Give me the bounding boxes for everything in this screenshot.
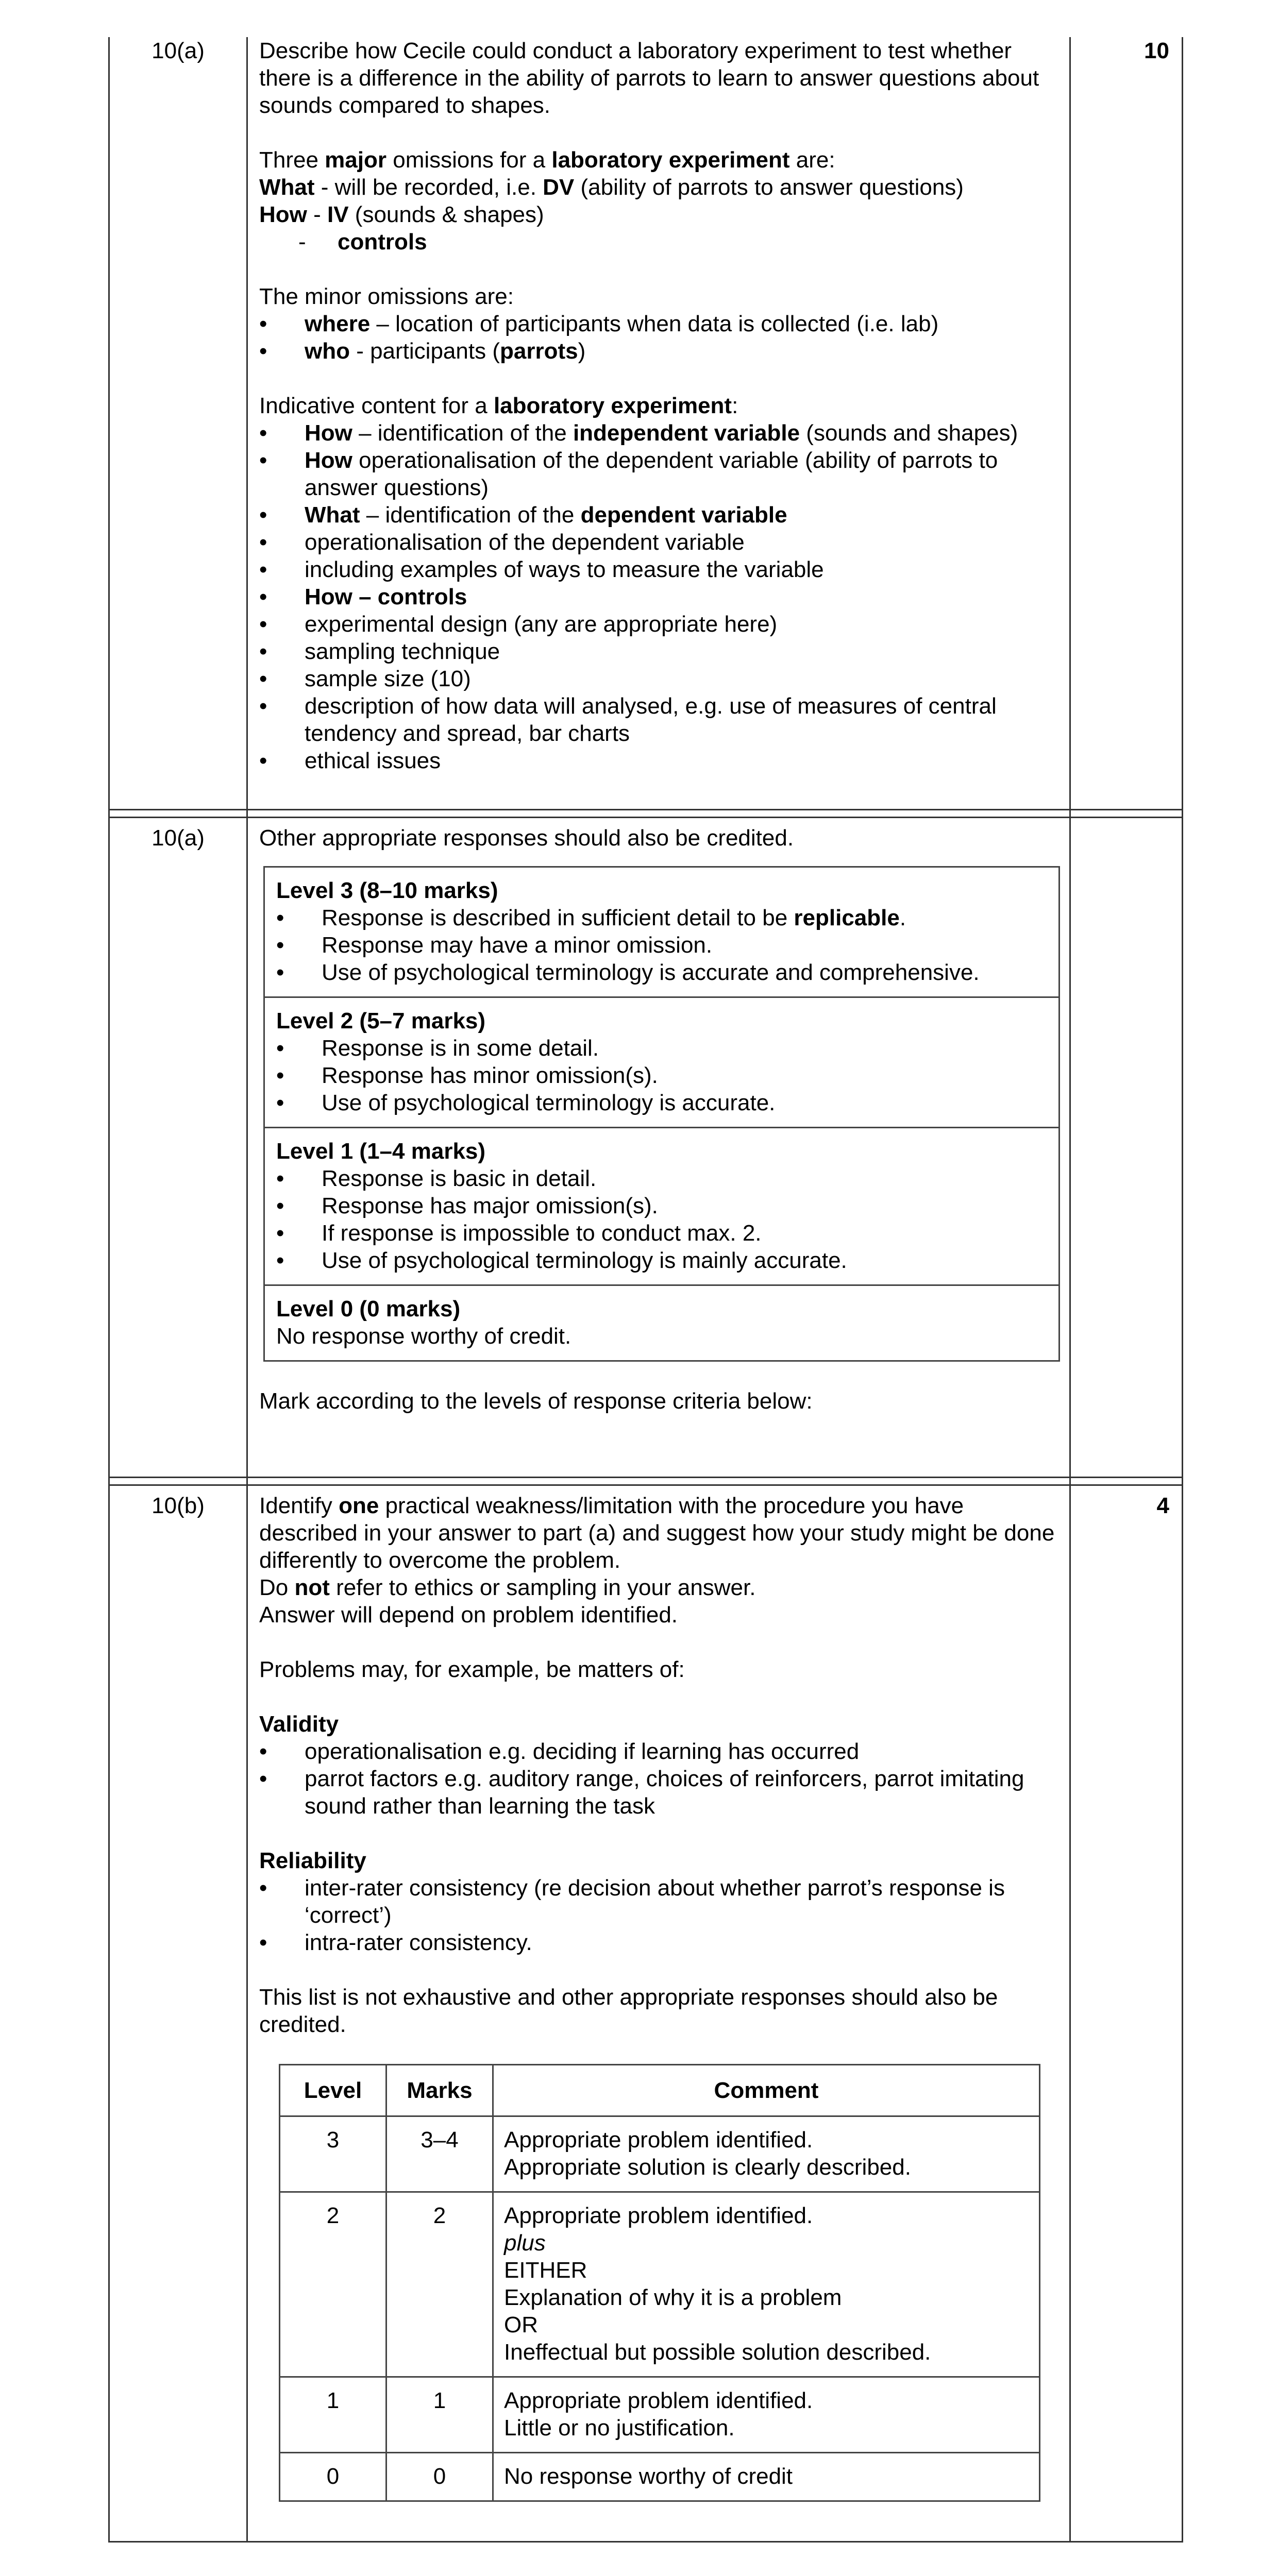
validity-list: [259, 1738, 1063, 1820]
column-header: Comment: [493, 2065, 1040, 2116]
max-marks: 10: [1144, 38, 1169, 63]
credit-note: Other appropriate responses should also be credited.: [259, 825, 794, 851]
minor-omissions-intro: The minor omissions are:: [259, 284, 514, 309]
list-item: • parrot factors e.g. auditory range, choices of reinforcers, parrot imitating sound rather than learning the task: [259, 1765, 1063, 1820]
question-number: 10(a): [152, 825, 205, 851]
indicative-content-list: [259, 419, 1063, 774]
major-omission-controls: - controls: [298, 229, 427, 255]
question-column-divider: [246, 37, 248, 2541]
list-item: • sampling technique: [259, 638, 1063, 665]
level-cell: 0: [280, 2453, 386, 2501]
list-item: • Use of psychological terminology is mainly accurate.: [276, 1247, 1047, 1274]
comment-cell: Appropriate problem identified. Little or no justification.: [493, 2377, 1040, 2453]
list-item: • experimental design (any are appropriate here): [259, 611, 1063, 638]
level-1-band: [265, 1127, 1058, 1284]
question-restriction: Do not refer to ethics or sampling in your answer.: [259, 1575, 756, 1600]
list-item: • Use of psychological terminology is accurate.: [276, 1089, 1047, 1116]
level-descriptor: No response worthy of credit.: [276, 1324, 571, 1349]
level-cell: 2: [280, 2192, 386, 2377]
level-3-band: [265, 868, 1058, 996]
reliability-heading: Reliability: [259, 1848, 366, 1873]
marks-cell: 2: [386, 2192, 493, 2377]
level-0-band: [265, 1284, 1058, 1360]
major-omissions-intro: Three major omissions for a laboratory experiment are:: [259, 147, 835, 173]
list-item: • including examples of ways to measure the variable: [259, 556, 1063, 583]
answer-note: Answer will depend on problem identified.: [259, 1602, 678, 1628]
question-text: Describe how Cecile could conduct a laboratory experiment to test whether there is a difference in the ability of parrots to learn to answer questions about sounds compared to shapes.: [259, 38, 1039, 118]
list-item: • description of how data will analysed, e.g. use of measures of central tendency and spread, bar charts: [259, 692, 1063, 747]
marks-table: [279, 2064, 1040, 2502]
list-item: • Response is basic in detail.: [276, 1165, 1047, 1192]
max-marks: 4: [1156, 1493, 1169, 1518]
row-separator: [108, 1477, 1183, 1486]
list-item: • inter-rater consistency (re decision about whether parrot’s response is ‘correct’): [259, 1874, 1063, 1929]
answer-guidance: [259, 1492, 1063, 2502]
major-omission-what: What - will be recorded, i.e. DV (ability of parrots to answer questions): [259, 175, 964, 200]
list-item: • Response has minor omission(s).: [276, 1062, 1047, 1089]
table-row: [280, 2453, 1040, 2501]
list-item: • who - participants (parrots): [259, 337, 1063, 365]
list-item: • where – location of participants when data is collected (i.e. lab): [259, 310, 1063, 337]
marks-column-divider: [1069, 37, 1071, 2541]
table-row: [280, 2377, 1040, 2453]
question-number: 10(b): [152, 1493, 205, 1518]
list-item: • How – identification of the independent variable (sounds and shapes): [259, 419, 1063, 447]
table-row: [280, 2116, 1040, 2192]
problems-intro: Problems may, for example, be matters of:: [259, 1657, 685, 1682]
major-omission-how: How - IV (sounds & shapes): [259, 202, 544, 227]
column-header: Marks: [386, 2065, 493, 2116]
validity-heading: Validity: [259, 1711, 339, 1737]
list-item: • Response has major omission(s).: [276, 1192, 1047, 1219]
list-item: • ethical issues: [259, 747, 1063, 774]
question-number: 10(a): [152, 38, 205, 63]
mark-scheme-table: [108, 37, 1183, 2543]
level-title: Level 0 (0 marks): [276, 1296, 461, 1321]
question-text: Identify one practical weakness/limitation with the procedure you have described in your answer to part (a) and suggest how your study might be done differently to overcome the problem.: [259, 1493, 1055, 1573]
table-header-row: [280, 2065, 1040, 2116]
table-row: [280, 2192, 1040, 2377]
non-exhaustive-note: This list is not exhaustive and other appropriate responses should also be credited.: [259, 1985, 998, 2037]
reliability-list: [259, 1874, 1063, 1956]
list-item: • How – controls: [259, 583, 1063, 611]
list-item: • Response is in some detail.: [276, 1035, 1047, 1062]
comment-cell: Appropriate problem identified. plus EITHER Explanation of why it is a problem OR Ineffectual but possible solution described.: [493, 2192, 1040, 2377]
level-2-band: [265, 996, 1058, 1127]
level-title: Level 3 (8–10 marks): [276, 878, 498, 903]
comment-cell: Appropriate problem identified. Appropriate solution is clearly described.: [493, 2116, 1040, 2192]
list-item: • How operationalisation of the dependent variable (ability of parrots to answer questions): [259, 447, 1063, 501]
level-cell: 3: [280, 2116, 386, 2192]
list-item: • operationalisation e.g. deciding if learning has occurred: [259, 1738, 1063, 1765]
list-item: • If response is impossible to conduct max. 2.: [276, 1219, 1047, 1247]
level-cell: 1: [280, 2377, 386, 2453]
column-header: Level: [280, 2065, 386, 2116]
list-item: • What – identification of the dependent variable: [259, 501, 1063, 529]
list-item: • Use of psychological terminology is accurate and comprehensive.: [276, 959, 1047, 986]
answer-guidance: [259, 37, 1063, 774]
comment-cell: No response worthy of credit: [493, 2453, 1040, 2501]
marks-cell: 1: [386, 2377, 493, 2453]
list-item: • intra-rater consistency.: [259, 1929, 1063, 1956]
level-title: Level 1 (1–4 marks): [276, 1139, 486, 1164]
indicative-content-intro: Indicative content for a laboratory experiment:: [259, 393, 738, 418]
list-item: • Response may have a minor omission.: [276, 931, 1047, 959]
level-title: Level 2 (5–7 marks): [276, 1008, 486, 1033]
list-item: • sample size (10): [259, 665, 1063, 692]
levels-of-response: [259, 824, 1063, 1415]
list-item: • Response is described in sufficient detail to be replicable.: [276, 904, 1047, 931]
list-item: • operationalisation of the dependent variable: [259, 529, 1063, 556]
levels-box: [263, 866, 1060, 1362]
marks-cell: 0: [386, 2453, 493, 2501]
marking-instruction: Mark according to the levels of response criteria below:: [259, 1388, 813, 1414]
minor-omissions-list: [259, 310, 1063, 365]
marks-cell: 3–4: [386, 2116, 493, 2192]
row-separator: [108, 809, 1183, 818]
